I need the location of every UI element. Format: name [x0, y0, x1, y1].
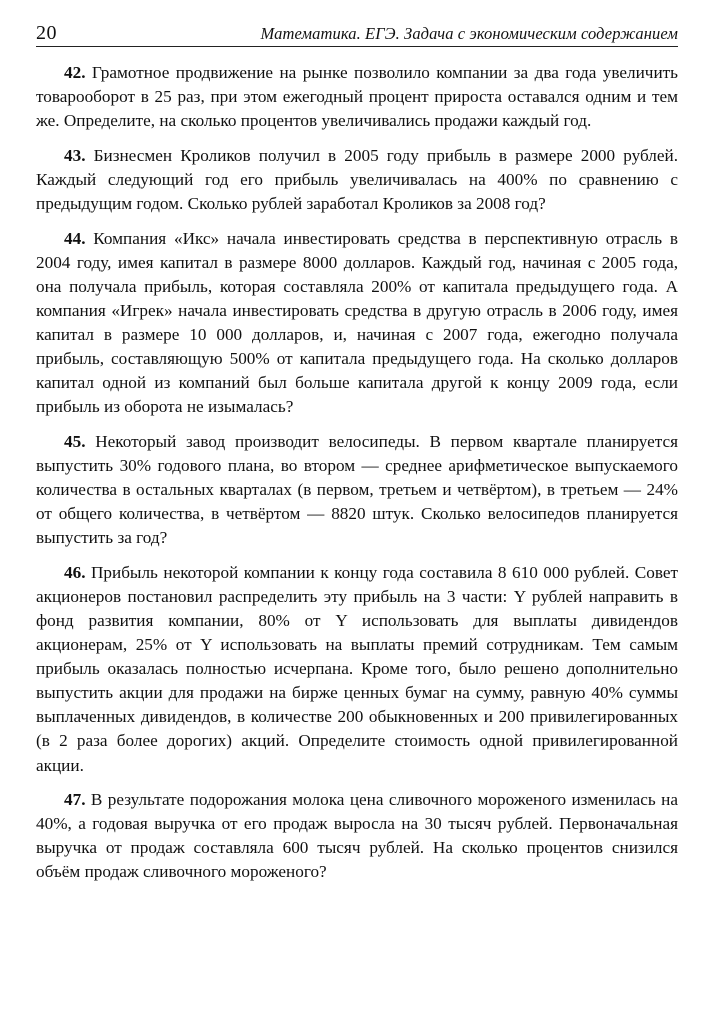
- running-title: Математика. ЕГЭ. Задача с экономическим содержанием: [260, 24, 678, 43]
- problem-number: 45.: [64, 431, 86, 451]
- problem-44: [36, 227, 678, 420]
- problem-47: [36, 788, 678, 884]
- page-header: [36, 18, 678, 47]
- problem-45: [36, 430, 678, 550]
- problem-number: 42.: [64, 63, 86, 82]
- problem-list: [36, 61, 678, 885]
- problem-text: Некоторый завод производит велосипеды. В первом квартале планируется выпустить 30% годового плана, во втором — среднее арифметическое выпускаемого количества в остальных кварталах (в первом, третьем и четвёртом), в третьем — 24% от общего количества, в четвёртом — 8820 штук. Сколько велосипедов планируется выпустить за год?: [36, 431, 678, 548]
- problem-text: Прибыль некоторой компании к концу года составила 8 610 000 рублей. Совет акционеров постановил распределить эту прибыль на 3 части: Y рублей направить в фонд развития компании, 80% от Y использовать для выплаты дивидендов акционерам, 25% от Y использовать на выплаты премий сотрудникам. Тем самым прибыль оказалась полностью исчерпана. Кроме того, было решено дополнительно выпустить акции для продажи на бирже ценных бумаг на сумму, равную 40% суммы выплаченных дивидендов, в количестве 200 обыкновенных и 200 привилегированных (в 2 раза более дорогих) акций. Определите стоимость одной привилегированной акции.: [36, 562, 678, 775]
- problem-number: 44.: [64, 228, 86, 248]
- problem-number: 46.: [64, 562, 86, 582]
- problem-number: 47.: [64, 790, 86, 810]
- problem-42: [36, 61, 678, 133]
- problem-text: В результате подорожания молока цена сливочного мороженого изменилась на 40%, а годовая выручка от его продаж выросла на 30 тысяч рублей. Первоначальная выручка от продаж составляла 600 тысяч рублей. На сколько процентов снизился объём продаж сливочного мороженого?: [36, 790, 679, 882]
- problem-text: Компания «Икс» начала инвестировать средства в перспективную отрасль в 2004 году, имея капитал в размере 8000 долларов. Каждый год, начиная с 2005 года, она получала прибыль, которая составляла 200% от капитала предыдущего года. А компания «Игрек» начала инвестировать средства в другую отрасль в 2006 году, имея капитал в размере 10 000 долларов, и, начиная с 2007 года, ежегодно получала прибыль, составляющую 500% от капитала предыдущего года. На сколько долларов капитал одной из компаний был больше капитала другой к концу 2009 года, если прибыль из оборота не изымалась?: [36, 228, 679, 417]
- problem-text: Бизнесмен Кроликов получил в 2005 году прибыль в размере 2000 рублей. Каждый следующий год его прибыль увеличивалась на 400% по сравнению с предыдущим годом. Сколько рублей заработал Кроликов за 2008 год?: [36, 145, 678, 213]
- problem-text: Грамотное продвижение на рынке позволило компании за два года увеличить товарооборот в 25 раз, при этом ежегодный процент прироста оставался одним и тем же. Определите, на сколько процентов увеличивались продажи каждый год.: [36, 63, 678, 131]
- problem-46: [36, 561, 678, 778]
- page-number: 20: [36, 22, 57, 44]
- problem-43: [36, 144, 678, 216]
- book-page: [36, 18, 678, 1018]
- problem-number: 43.: [64, 145, 86, 165]
